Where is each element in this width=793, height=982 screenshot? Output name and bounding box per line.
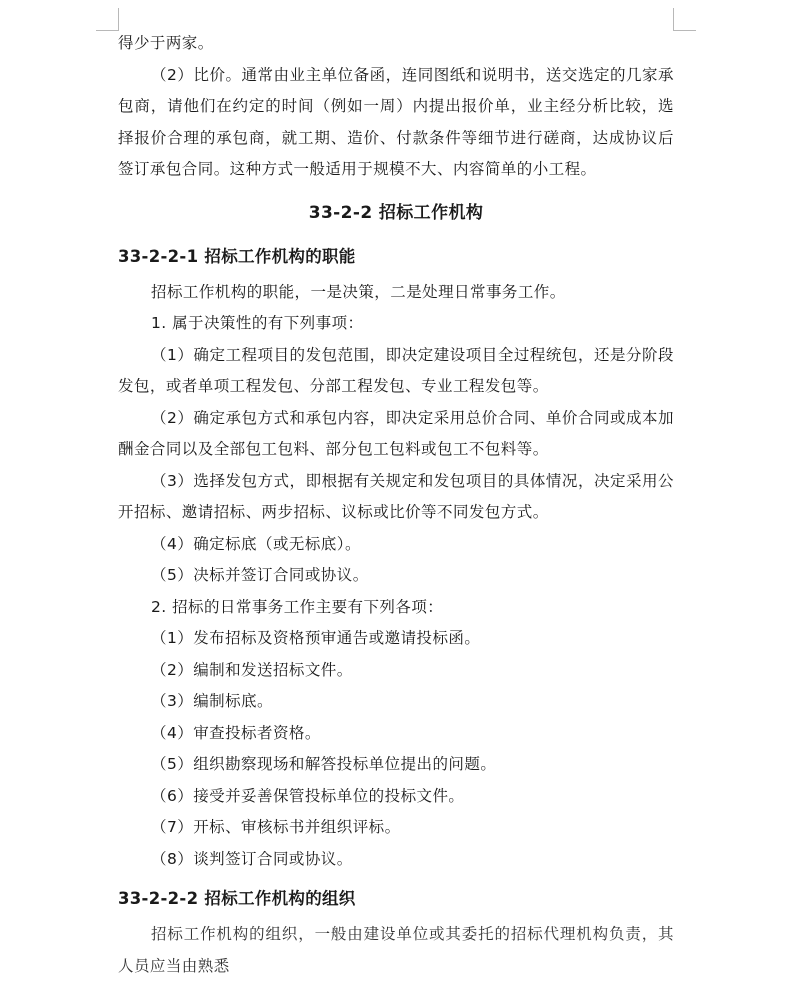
intro-paragraph: 招标工作机构的职能，一是决策，二是处理日常事务工作。 [151, 282, 566, 301]
decision-item: （5）决标并签订合同或协议。 [151, 566, 369, 584]
decision-item: （4）确定标底（或无标底）。 [151, 534, 361, 553]
routine-item: （3）编制标底。 [151, 692, 273, 710]
section-title: 33-2-2 招标工作机构 [308, 202, 484, 223]
crop-mark-top-left [96, 8, 119, 31]
cut-off-line: 招标工作机构的组织，一般由建设单位或其委托的招标代理机构负责，其人员应当由熟悉 [118, 925, 674, 975]
carry-over-line: 得少于两家。 [118, 34, 214, 52]
subsection-title-organization: 33-2-2-2 招标工作机构的组织 [118, 889, 356, 908]
routine-item: （1）发布招标及资格预审通告或邀请投标函。 [151, 629, 481, 647]
decision-item: （2）确定承包方式和承包内容，即决定采用总价合同、单价合同或成本加酬金合同以及全部包工包料、部分包工包料或包工不包料等。 [118, 408, 674, 458]
routine-heading: 2. 招标的日常事务工作主要有下列各项： [151, 597, 444, 616]
decision-heading: 1. 属于决策性的有下列事项： [151, 314, 364, 332]
routine-item: （8）谈判签订合同或协议。 [151, 849, 353, 868]
routine-item: （7）开标、审核标书并组织评标。 [151, 818, 401, 836]
decision-item: （3）选择发包方式，即根据有关规定和发包项目的具体情况，决定采用公开招标、邀请招标、两步招标、议标或比价等不同发包方式。 [118, 471, 674, 521]
decision-item: （1）确定工程项目的发包范围，即决定建设项目全过程统包，还是分阶段发包，或者单项工程发包、分部工程发包、专业工程发包等。 [118, 345, 674, 395]
routine-item: （6）接受并妥善保管投标单位的投标文件。 [151, 786, 465, 805]
page-content [118, 28, 674, 975]
routine-item: （5）组织勘察现场和解答投标单位提出的问题。 [151, 755, 497, 773]
subsection-title-functions: 33-2-2-1 招标工作机构的职能 [118, 246, 356, 266]
crop-mark-top-right [673, 8, 696, 31]
bijia-paragraph: （2）比价。通常由业主单位备函，连同图纸和说明书，送交选定的几家承包商，请他们在约定的时间（例如一周）内提出报价单，业主经分析比较，选择报价合理的承包商，就工期、造价、付款条件等细节进行磋商，达成协议后签订承包合同。这种方式一般适用于规模不大、内容简单的小工程。 [118, 65, 674, 178]
routine-item: （4）审查投标者资格。 [151, 723, 321, 742]
routine-item: （2）编制和发送招标文件。 [151, 660, 353, 679]
